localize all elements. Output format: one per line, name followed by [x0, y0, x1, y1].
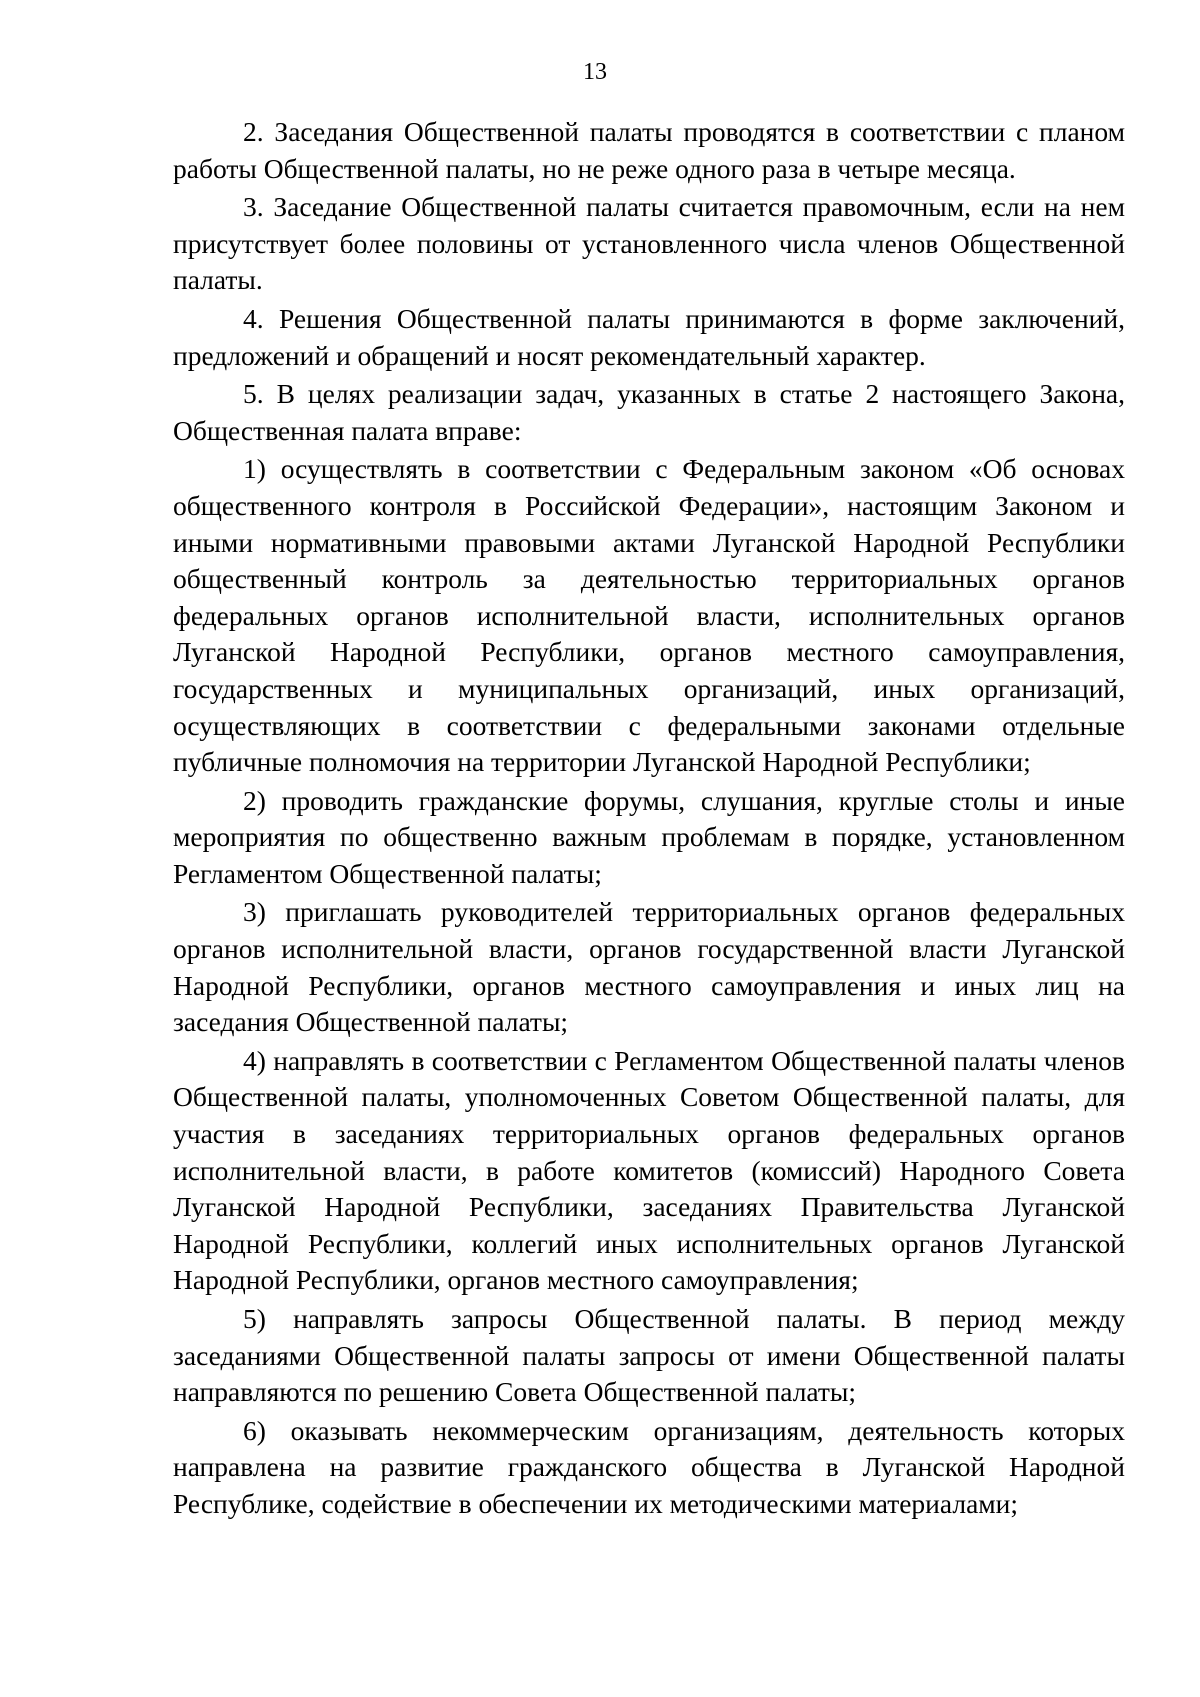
paragraph-item-2: 2) проводить гражданские форумы, слушания, круглые столы и иные мероприятия по общественно важным проблемам в порядке, установленном Регламентом Общественной палаты;	[173, 784, 1125, 889]
document-body	[173, 114, 1125, 1525]
paragraph-item-4: 4) направлять в соответствии с Регламентом Общественной палаты членов Общественной палаты, уполномоченных Советом Общественной палаты, для участия в заседаниях территориальных органов федеральных органов исполнительной власти, в работе комитетов (комиссий) Народного Совета Луганской Народной Республики, заседаниях Правительства Луганской Народной Республики, коллегий иных исполнительных органов Луганской Народной Республики, органов местного самоуправления;	[173, 1044, 1125, 1296]
paragraph-clause-3: 3. Заседание Общественной палаты считается правомочным, если на нем присутствует более половины от установленного числа членов Общественной палаты.	[173, 191, 1125, 296]
page-number: 13	[583, 59, 607, 85]
paragraph-clause-5: 5. В целях реализации задач, указанных в статье 2 настоящего Закона, Общественная палата вправе:	[173, 378, 1125, 446]
paragraph-clause-2: 2. Заседания Общественной палаты проводятся в соответствии с планом работы Общественной палаты, но не реже одного раза в четыре месяца.	[173, 116, 1125, 184]
paragraph-item-6: 6) оказывать некоммерческим организациям, деятельность которых направлена на развитие гражданского общества в Луганской Народной Республике, содействие в обеспечении их методическими материалами;	[173, 1414, 1125, 1519]
paragraph-item-5: 5) направлять запросы Общественной палаты. В период между заседаниями Общественной палаты запросы от имени Общественной палаты направляются по решению Совета Общественной палаты;	[173, 1303, 1125, 1408]
paragraph-clause-4: 4. Решения Общественной палаты принимаются в форме заключений, предложений и обращений и носят рекомендательный характер.	[173, 302, 1125, 371]
paragraph-item-3: 3) приглашать руководителей территориальных органов федеральных органов исполнительной власти, органов государственной власти Луганской Народной Республики, органов местного самоуправления и иных лиц на заседания Общественной палаты;	[173, 896, 1125, 1038]
paragraph-item-1: 1) осуществлять в соответствии с Федеральным законом «Об основах общественного контроля в Российской Федерации», настоящим Законом и иными нормативными правовыми актами Луганской Народной Республики общественный контроль за деятельностью территориальных органов федеральных органов исполнительной власти, исполнительных органов Луганской Народной Республики, органов местного самоуправления, государственных и муниципальных организаций, иных организаций, осуществляющих в соответствии с федеральными законами отдельные публичные полномочия на территории Луганской Народной Республики;	[173, 453, 1125, 778]
